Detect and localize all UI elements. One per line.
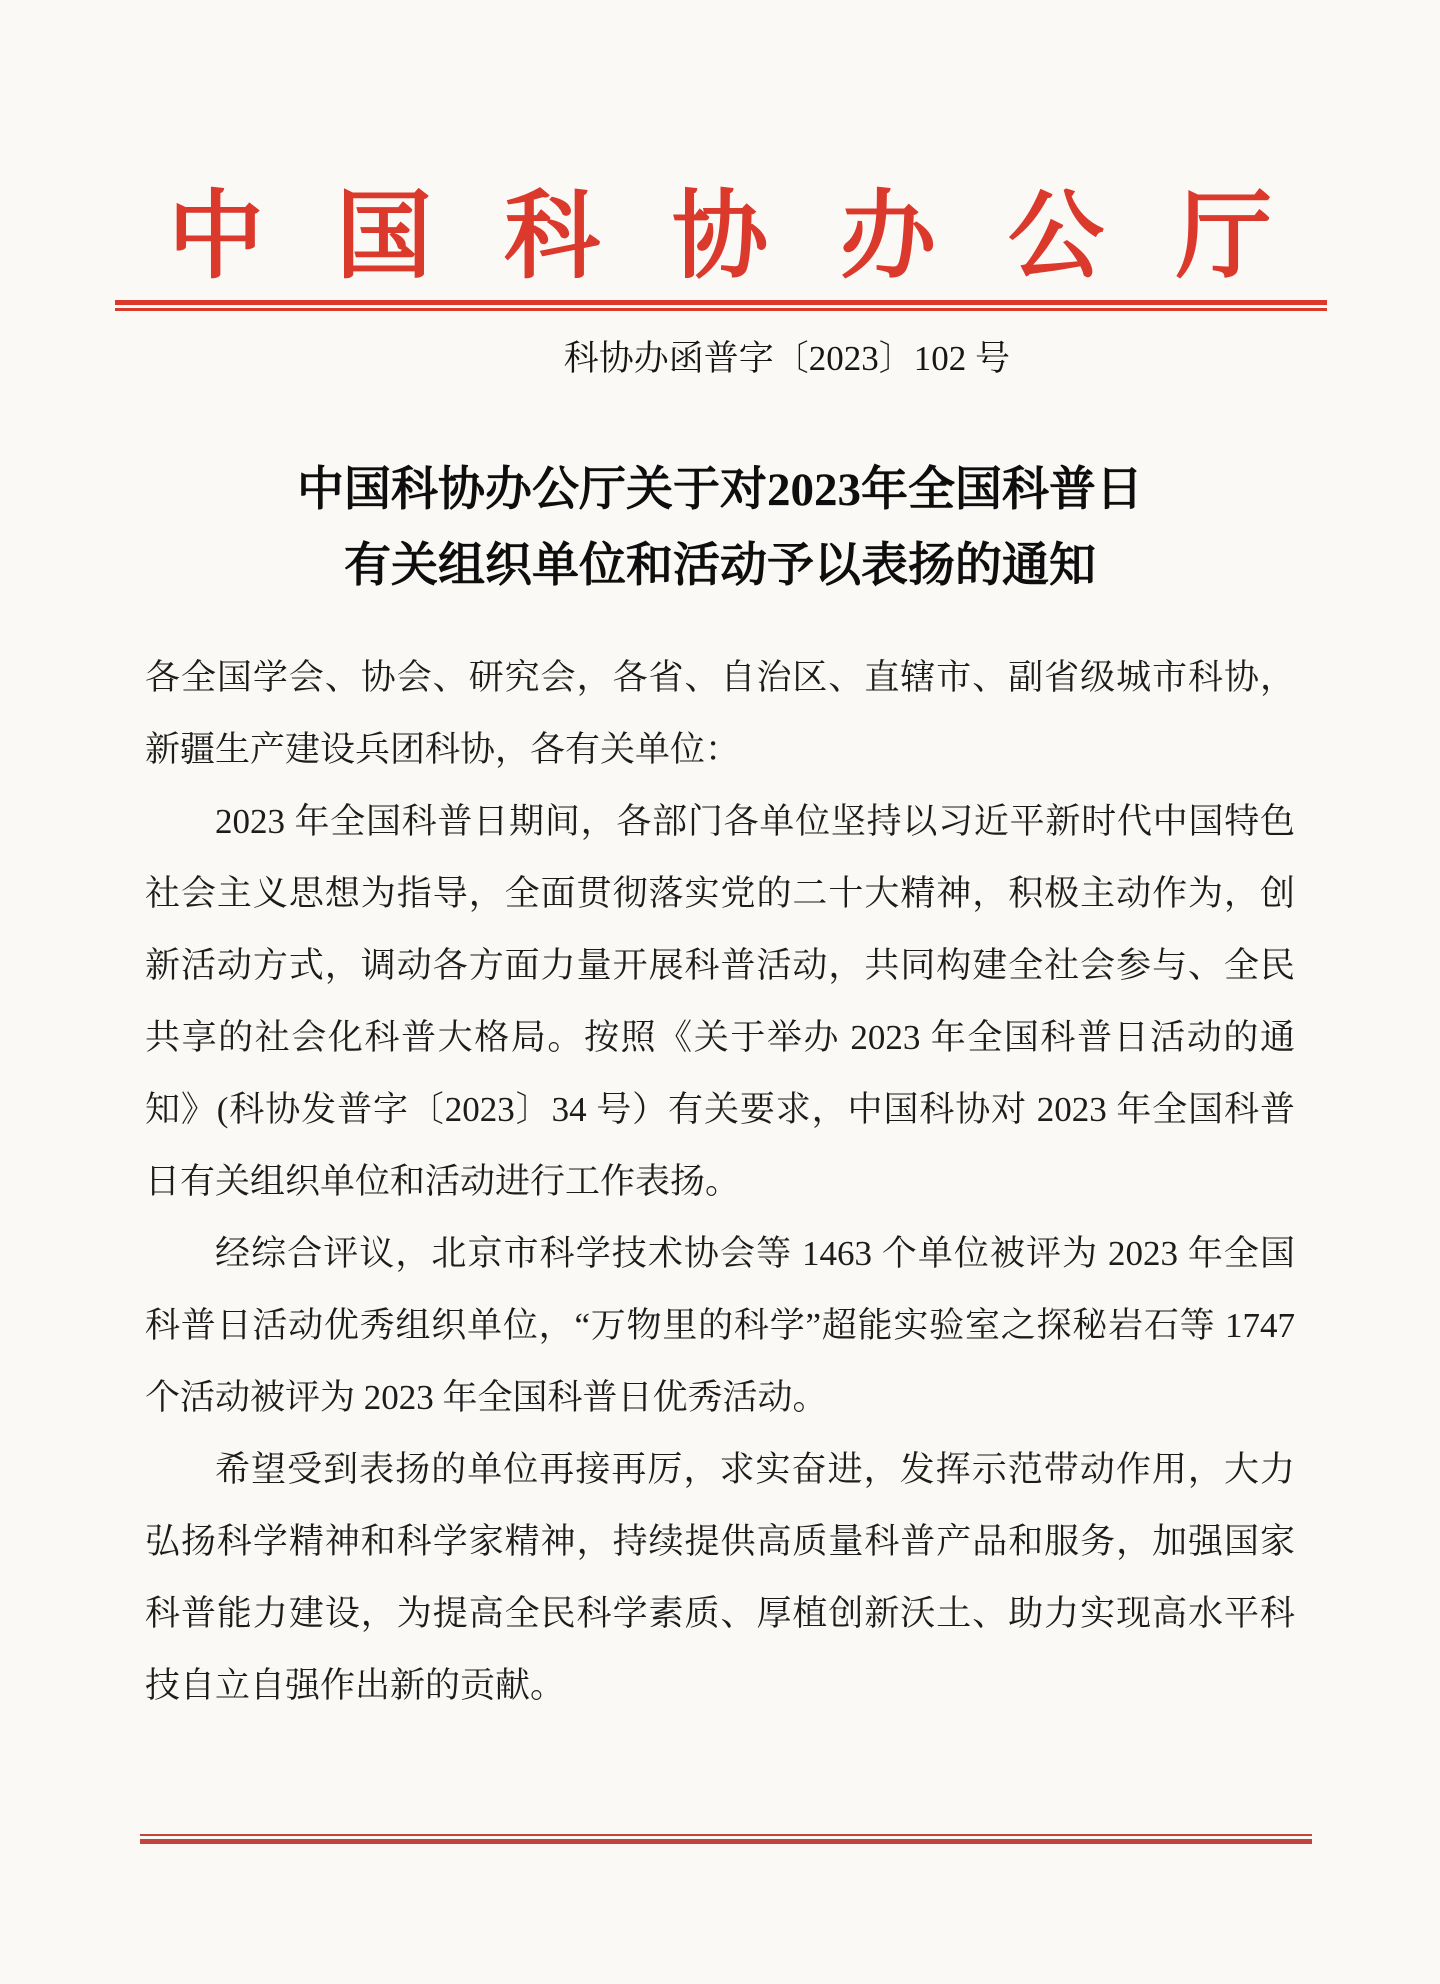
footer-rule [140,1834,1312,1844]
letterhead-double-rule [115,300,1327,311]
letterhead-org-title: 中 国 科 协 办 公 厅 [168,183,1296,290]
rule-top-thin-bar [115,308,1327,311]
body-paragraph-results: 经综合评议，北京市科学技术协会等 1463 个单位被评为 2023 年全国科普日活动优秀组织单位，“万物里的科学”超能实验室之探秘岩石等 1747 个活动被评为 2023 年全国科普日优秀活动。 [145,1234,1295,1417]
body-paragraph-expectations: 希望受到表扬的单位再接再厉，求实奋进，发挥示范带动作用，大力弘扬科学精神和科学家精神，持续提供高质量科普产品和服务，加强国家科普能力建设，为提高全民科学素质、厚植创新沃土、助力实现高水平科技自立自强作出新的贡献。 [145,1450,1295,1705]
rule-bottom-thick-bar [140,1839,1312,1844]
body-paragraph-background: 2023 年全国科普日期间，各部门各单位坚持以习近平新时代中国特色社会主义思想为指导，全面贯彻落实党的二十大精神，积极主动作为，创新活动方式，调动各方面力量开展科普活动，共同构建全社会参与、全民共享的社会化科普大格局。按照《关于举办 2023 年全国科普日活动的通知》(科协发普字〔2023〕34 号）有关要求，中国科协对 2023 年全国科普日有关组织单位和活动进行工作表扬。 [145,802,1295,1201]
document-reference-number: 科协办函普字〔2023〕102 号 [563,339,1010,378]
notice-title [0,452,1440,604]
notice-title-line1: 中国科协办公厅关于对2023年全国科普日 [297,464,1143,516]
body-paragraph-salutation: 各全国学会、协会、研究会，各省、自治区、直辖市、副省级城市科协，新疆生产建设兵团科协，各有关单位： [145,658,1295,769]
notice-body [145,642,1295,1722]
notice-title-line2: 有关组织单位和活动予以表扬的通知 [344,540,1096,592]
